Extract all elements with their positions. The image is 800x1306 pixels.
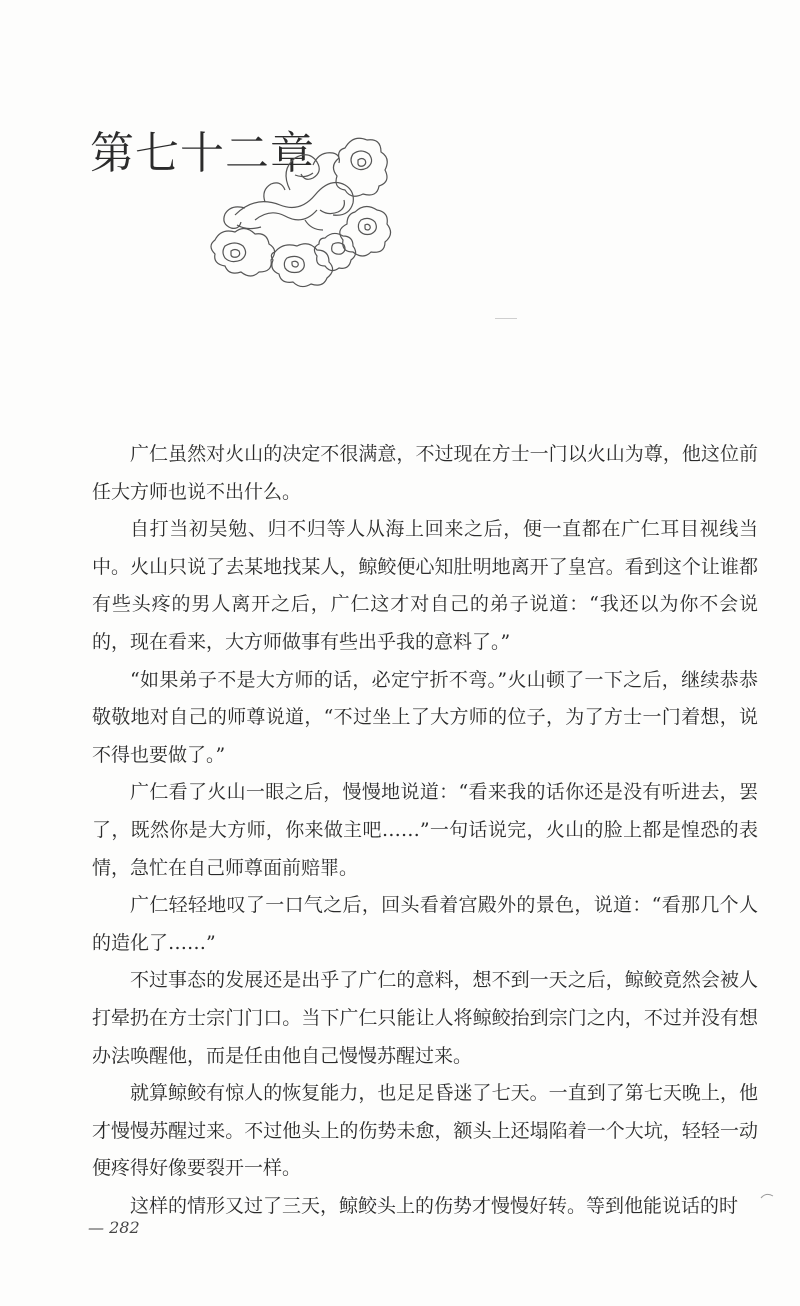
paragraph-5: 广仁轻轻地叹了一口气之后，回头看着宫殿外的景色，说道：“看那几个人的造化了……”	[92, 894, 758, 954]
paragraph-1: 广仁虽然对火山的决定不很满意，不过现在方士一门以火山为尊，他这位前任大方师也说不出什么。	[92, 443, 758, 503]
paragraph-3: “如果弟子不是大方师的话，必定宁折不弯。”火山顿了一下之后，继续恭恭敬敬地对自己的师尊说道，“不过坐上了大方师的位子，为了方士一门着想，说不得也要做了。”	[92, 668, 758, 766]
chapter-title: 第七十二章	[90, 128, 315, 179]
paragraph-2: 自打当初吴勉、归不归等人从海上回来之后，便一直都在广仁耳目视线当中。火山只说了去某地找某人，鲸鲛便心知肚明地离开了皇宫。看到这个让谁都有些头疼的男人离开之后，广仁这才对自己的弟子说道：“我还以为你不会说的，现在看来，大方师做事有些出乎我的意料了。”	[92, 518, 758, 653]
chapter-body	[92, 436, 758, 1225]
paragraph-8: 这样的情形又过了三天，鲸鲛头上的伤势才慢慢好转。等到他能说话的时	[130, 1194, 739, 1217]
paragraph-4: 广仁看了火山一眼之后，慢慢地说道：“看来我的话你还是没有听进去，罢了，既然你是大方师，你来做主吧……”一句话说完，火山的脸上都是惶恐的表情，急忙在自己师尊面前赔罪。	[92, 781, 758, 879]
page-number: — 282	[88, 1218, 140, 1237]
corner-smudge-icon	[760, 1192, 774, 1200]
section-divider	[495, 318, 517, 319]
paragraph-6: 不过事态的发展还是出乎了广仁的意料，想不到一天之后，鲸鲛竟然会被人打晕扔在方士宗门门口。当下广仁只能让人将鲸鲛抬到宗门之内，不过并没有想办法唤醒他，而是任由他自己慢慢苏醒过来。	[92, 969, 758, 1067]
cloud-dragon-ornament-icon	[195, 120, 395, 290]
paragraph-7: 就算鲸鲛有惊人的恢复能力，也足足昏迷了七天。一直到了第七天晚上，他才慢慢苏醒过来。不过他头上的伤势未愈，额头上还塌陷着一个大坑，轻轻一动便疼得好像要裂开一样。	[92, 1082, 758, 1180]
